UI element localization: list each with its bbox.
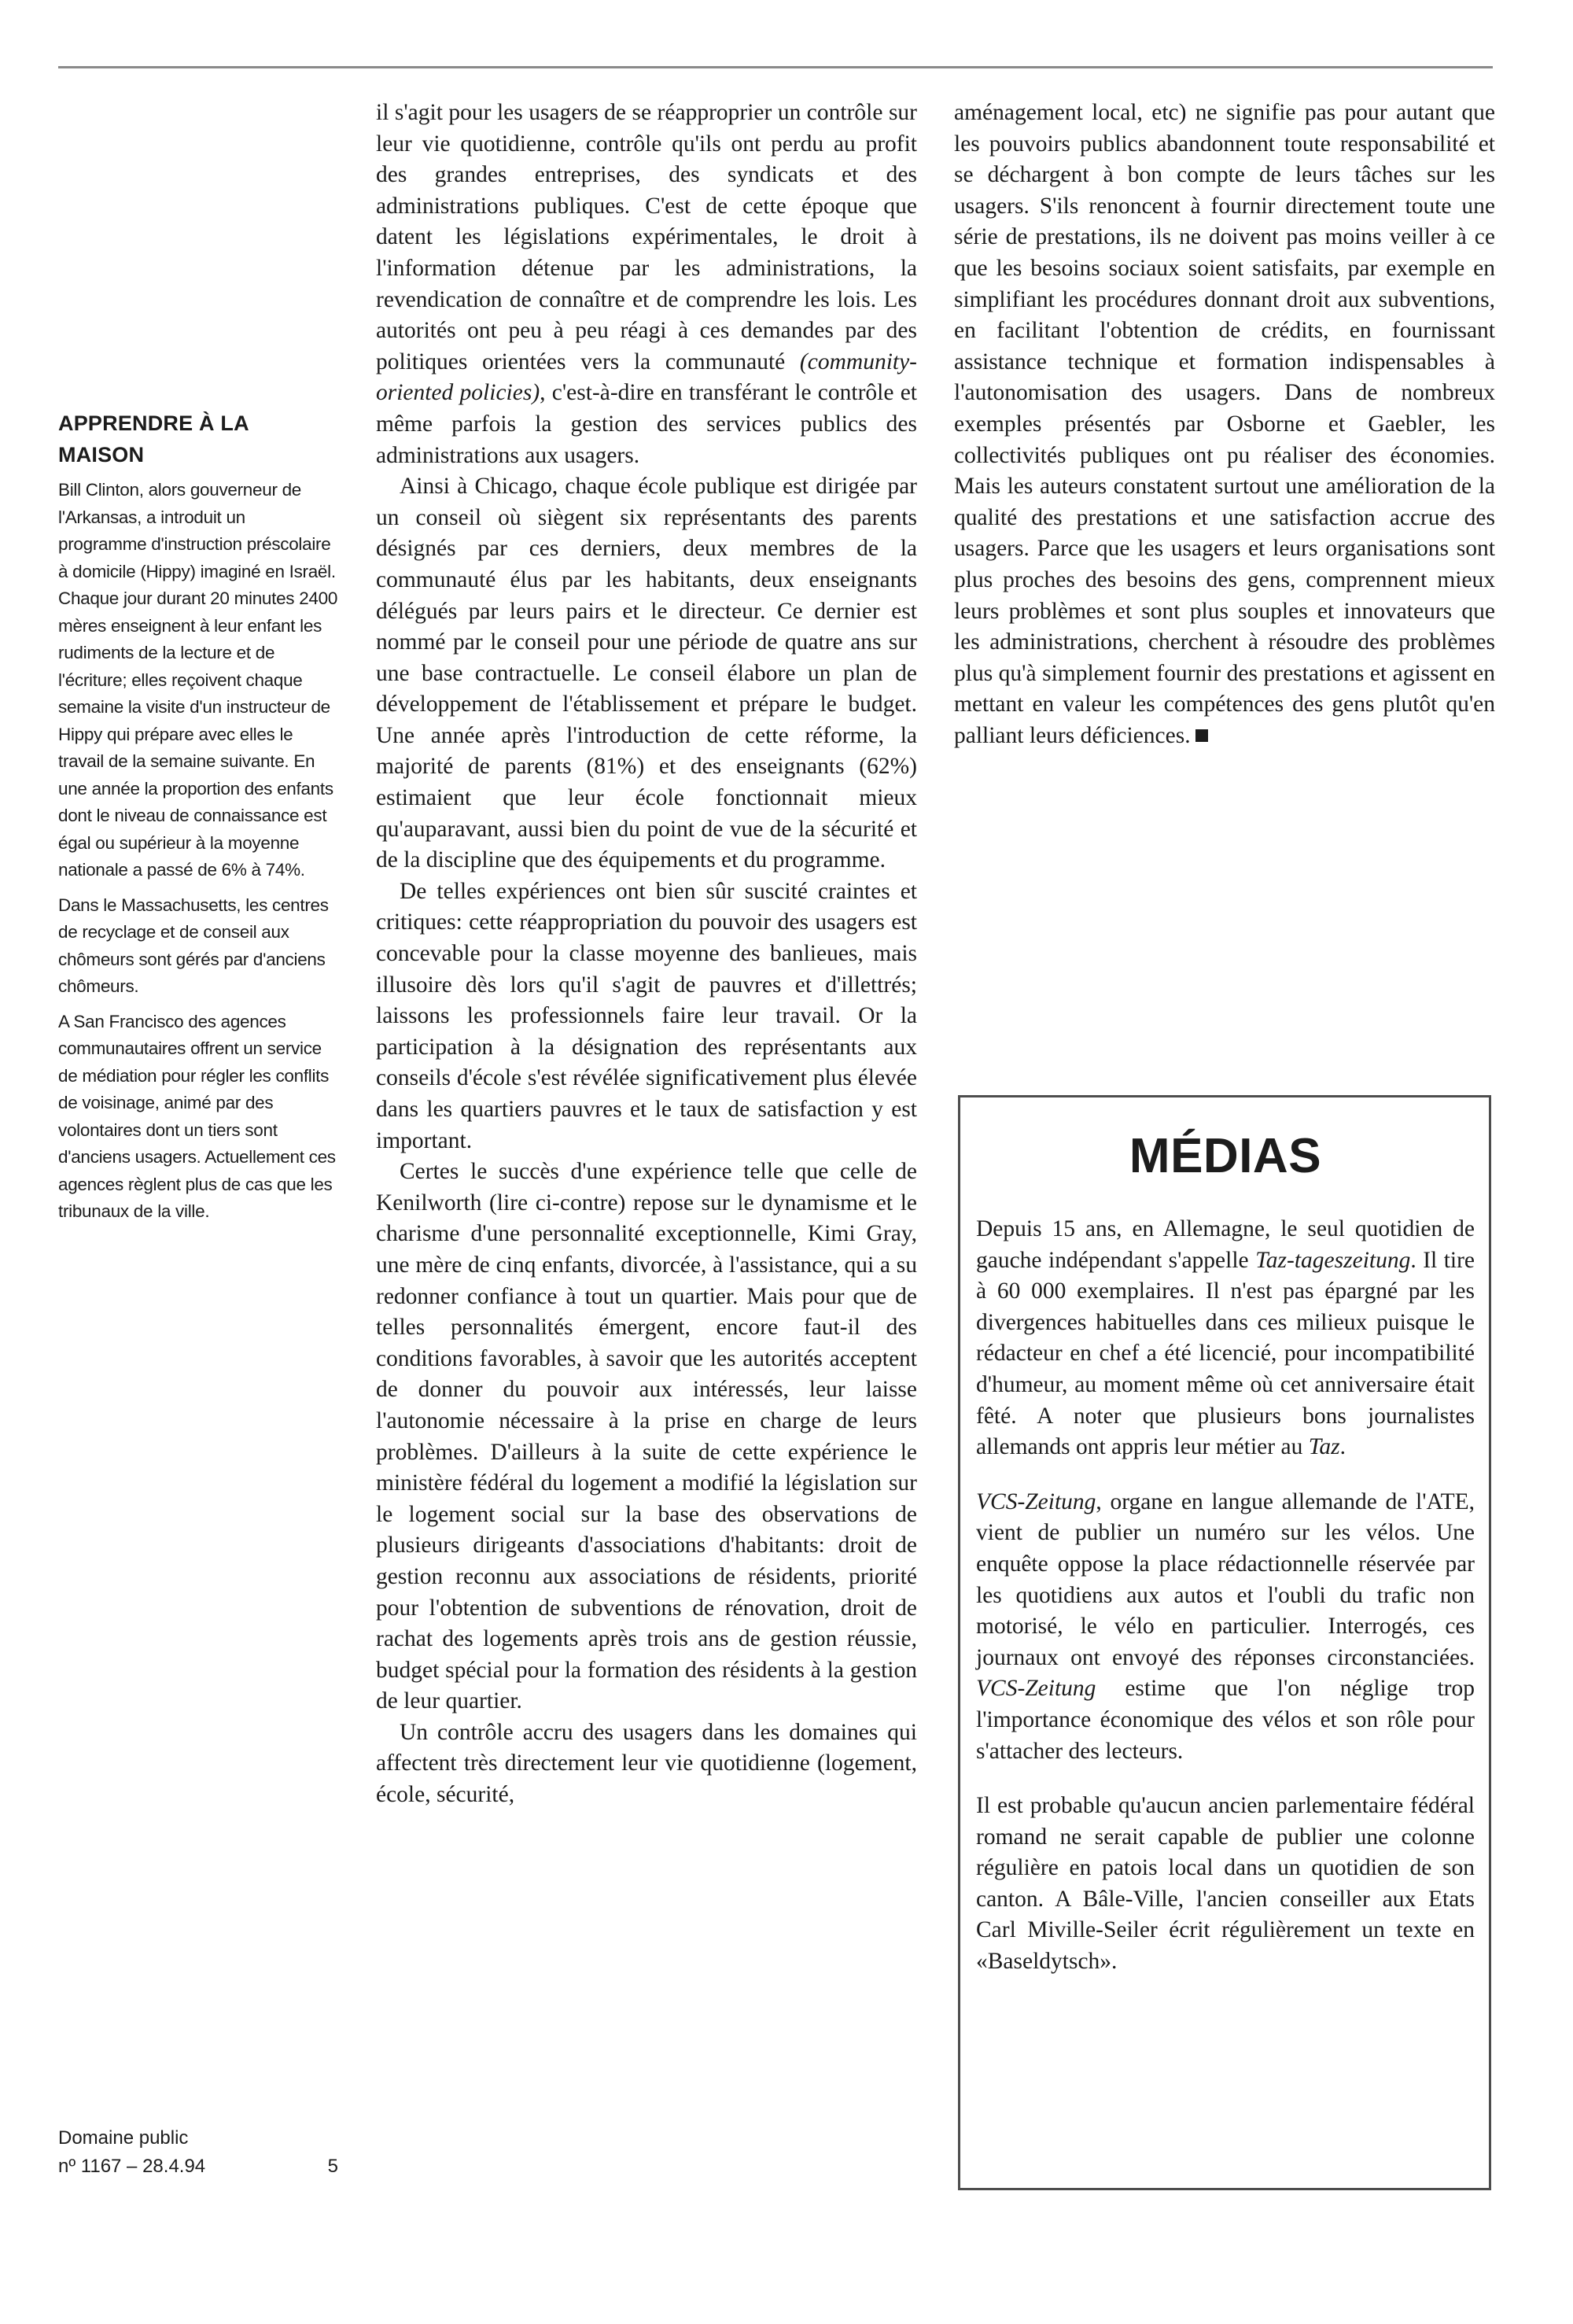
article-column-2 — [954, 98, 1495, 751]
sidebar-paragraph: Bill Clinton, alors gouverneur de l'Arkansas, a introduit un programme d'instruction préscolaire à domicile (Hippy) imaginé en Israël. Chaque jour durant 20 minutes 2400 mères enseignent à leur enfant les rudiments de la lecture et de l'écriture; elles reçoivent chaque semaine la visite d'un instructeur de Hippy qui prépare avec elles le travail de la semaine suivante. En une année la proportion des enfants dont le niveau de connaissance est égal ou supérieur à la moyenne nationale a passé de 6% à 74%. — [58, 480, 338, 880]
medias-title: MÉDIAS — [1129, 1129, 1322, 1183]
medias-paragraph: Depuis 15 ans, en Allemagne, le seul quotidien de gauche indépendant s'appelle Taz-tageszeitung. Il tire à 60 000 exemplaires. Il n'est pas épargné par les divergences habituelles dans ces milieux puisque le rédacteur en chef a été licencié, pour incompatibilité d'humeur, au moment même où cet anniversaire était fêté. A noter que plusieurs bons journalistes allemands ont appris leur métier au Taz. — [976, 1216, 1475, 1460]
italic-term: (community-oriented policies) — [376, 349, 918, 406]
publication-name: Domaine public — [58, 2127, 189, 2149]
article-paragraph: Ainsi à Chicago, chaque école publique est dirigée par un conseil où siègent six représentants des parents désignés par ces derniers, deux membres de la communauté élus par les habitants, deux enseignants délégués par leurs pairs et le directeur. Ce dernier est nommé par le conseil pour une période de quatre ans sur une base contractuelle. Le conseil élabore un plan de développement de l'établissement et prépare le budget. Une année après l'introduction de cette réforme, la majorité de parents (81%) et des enseignants (62%) estimaient que leur école fonctionnait mieux qu'auparavant, aussi bien du point de vue de la sécurité et de la discipline que des équipements et du programme. — [376, 474, 917, 873]
medias-paragraph: Il est probable qu'aucun ancien parlementaire fédéral romand ne serait capable de publier une colonne régulière en patois local dans un quotidien de son canton. A Bâle-Ville, l'ancien conseiller aux Etats Carl Miville-Seiler écrit régulièrement un texte en «Baseldytsch». — [976, 1793, 1475, 1975]
page-number: 5 — [327, 2156, 338, 2177]
issue-info: nº 1167 – 28.4.94 — [58, 2156, 206, 2177]
page-footer — [58, 2124, 338, 2181]
top-rule — [58, 66, 1493, 68]
article-column-1 — [376, 98, 917, 1811]
sidebar-title: APPRENDRE À LA MAISON — [58, 411, 249, 467]
article-paragraph: De telles expériences ont bien sûr suscité craintes et critiques: cette réappropriation du pouvoir des usagers est concevable pour la classe moyenne des banlieues, mais illusoire dès lors qu'il s'agit de pauvres et d'illettrés; laissons les professionnels faire leur travail. Or la participation à la désignation des représentants aux conseils d'école s'est révélée significativement plus élevée dans les quartiers pauvres et le taux de satisfaction y est important. — [376, 878, 917, 1153]
article-paragraph: Un contrôle accru des usagers dans les domaines qui affectent très directement leur vie quotidienne (logement, école, sécurité, — [376, 1719, 917, 1808]
article-paragraph: Certes le succès d'une expérience telle que celle de Kenilworth (lire ci-contre) repose sur le dynamisme et le charisme d'une personnalité exceptionnelle, Kimi Gray, une mère de cinq enfants, divorcée, à l'assistance, qui a su redonner confiance à tout un quartier. Mais pour que de telles personnalités émergent, encore faut-il des conditions favorables, à savoir que les autorités acceptent de donner du pouvoir aux intéressés, leur laisse l'autonomie nécessaire à la prise en charge de leurs problèmes. D'ailleurs à la suite de cette expérience le ministère fédéral du logement a modifié la législation sur le logement social sur la base des observations de plusieurs dirigeants d'associations d'habitants: droit de gestion reconnu aux associations de résidents, priorité pour l'obtention de subventions de rénovation, droit de rachat des logements après trois ans de gestion réussie, budget spécial pour la formation des résidents à la gestion de leur quartier. — [376, 1159, 917, 1714]
medias-paragraph: VCS-Zeitung, organe en langue allemande de l'ATE, vient de publier un numéro sur les vélos. Une enquête oppose la place rédactionnelle réservée par les quotidiens aux autos et l'oubli du trafic non motorisé, le vélo en particulier. Interrogés, ces journaux ont envoyé des réponses circonstanciées. VCS-Zeitung estime que l'on néglige trop l'importance économique des vélos et son rôle pour s'attacher des lecteurs. — [976, 1488, 1475, 1764]
sidebar — [58, 408, 338, 1234]
end-of-article-mark — [1195, 729, 1208, 742]
article-paragraph: il s'agit pour les usagers de se réapproprier un contrôle sur leur vie quotidienne, contrôle qu'ils ont perdu au profit des grandes entreprises, des syndicats et des administrations publiques. C'est de cette époque que datent les législations expérimentales, le droit à l'information détenue par les administrations, la revendication de connaître et de comprendre les lois. Les autorités ont peu à peu réagi à ces demandes par des politiques orientées vers la communauté (community-oriented policies), c'est-à-dire en transférant le contrôle et même parfois la gestion des services publics des administrations aux usagers. — [376, 100, 918, 468]
sidebar-paragraph: A San Francisco des agences communautaires offrent un service de médiation pour régler les conflits de voisinage, animé par des volontaires dont un tiers sont d'anciens usagers. Actuellement ces agences règlent plus de cas que les tribunaux de la ville. — [58, 1011, 336, 1221]
medias-box — [958, 1095, 1491, 2190]
article-paragraph: aménagement local, etc) ne signifie pas pour autant que les pouvoirs publics abandonnent toute responsabilité et se déchargent à bon compte de leurs tâches sur les usagers. S'ils renoncent à fournir directement toute une série de prestations, ils ne doivent pas moins veiller à ce que les besoins sociaux soient satisfaits, par exemple en simplifiant les procédures donnant droit aux subventions, en facilitant l'obtention de crédits, en fournissant assistance technique et formation indispensables à l'autonomisation des usagers. Dans de nombreux exemples présentés par Osborne et Gaebler, les collectivités publiques ont pu réaliser des économies. Mais les auteurs constatent surtout une amélioration de la qualité des prestations et une satisfaction accrue des usagers. Parce que les usagers et leurs organisations sont plus proches des besoins des gens, comprennent mieux leurs problèmes et sont plus souples et innovateurs que les administrations, cherchent à résoudre des problèmes plus qu'à simplement fournir des prestations et agissent en mettant en valeur les compétences des gens plutôt qu'en palliant leurs déficiences. — [954, 100, 1495, 748]
sidebar-paragraph: Dans le Massachusetts, les centres de recyclage et de conseil aux chômeurs sont gérés par d'anciens chômeurs. — [58, 895, 329, 996]
